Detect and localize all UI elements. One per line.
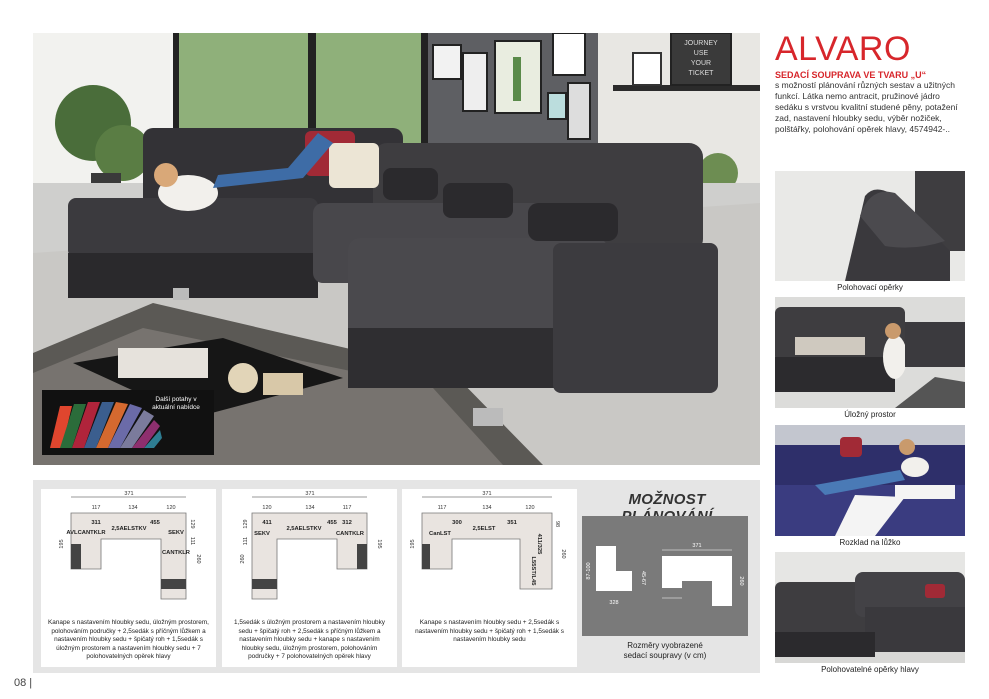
- config2-description: 1,5sedák s úložným prostorem a nastavením hloubky sedu + špičatý roh + 2,5sedák s příčným lůžkem a nastavením hloubky sedu + kanape s nastavením hloubky sedu, úložným prostorem, polohováním područky + 7 polohovatelných opěrek hlavy: [234, 619, 385, 661]
- thumbnail-bed: [775, 425, 965, 536]
- planning-dim-seat: 45-67: [640, 570, 646, 586]
- config3-right-small-1: 98: [554, 520, 560, 528]
- config3-label-2: 2,5ELST: [472, 526, 496, 532]
- poster-line-4: TICKET: [688, 70, 714, 77]
- planning-caption-line-2: sedací soupravy (v cm): [623, 651, 707, 660]
- config1-seg-2: 134: [128, 505, 138, 511]
- config2-seg-1: 120: [262, 505, 272, 511]
- config1-seg-3: 120: [166, 505, 176, 511]
- thumbnail-caption-1: Polohovací opěrky: [837, 283, 903, 292]
- config1-label-2: 2,5AELSTKV: [111, 526, 147, 532]
- config3-top-width: 371: [482, 491, 492, 497]
- planning-diagram: [582, 516, 748, 636]
- config2-side-right: 195: [376, 539, 382, 549]
- config-card-1: [41, 489, 216, 667]
- config2-label-6: CANTKLR: [335, 531, 365, 537]
- product-subtitle: SEDACÍ SOUPRAVA VE TVARU „U“: [775, 70, 927, 80]
- thumbnail-headrests-adjustable: [775, 552, 965, 663]
- config3-label-3: 351: [507, 520, 517, 526]
- planning-dim-depth: 260: [738, 576, 744, 586]
- thumbnail-caption-4: Polohovatelné opěrky hlavy: [821, 665, 919, 674]
- config2-seg-3: 117: [342, 505, 352, 511]
- planning-title: MOŽNOST: [628, 491, 706, 508]
- thumbnail-caption-3: Rozklad na lůžko: [839, 538, 901, 547]
- planning-caption-line-1: Rozměry vyobrazené: [627, 641, 703, 650]
- config3-seg-3: 120: [525, 505, 535, 511]
- config3-seg-1: 117: [437, 505, 447, 511]
- config2-right-small-2: 111: [243, 536, 249, 546]
- poster-line-3: YOUR: [690, 60, 712, 67]
- page-number-value: 08: [14, 677, 27, 689]
- page-number: 08 |: [14, 677, 33, 689]
- config3-label-4: CanLST: [429, 531, 451, 537]
- config-diagram-2: [222, 489, 397, 614]
- config-card-2: [222, 489, 397, 667]
- fabric-swatch-inset: [42, 390, 214, 455]
- config1-label-6: CANTKLR: [161, 550, 191, 556]
- thumbnail-headrests: [775, 171, 965, 281]
- config1-label-3: 455: [150, 520, 160, 526]
- poster-line-2: USE: [693, 50, 709, 57]
- config2-label-1: 411: [262, 520, 272, 526]
- thumbnail-caption-2: Úložný prostor: [844, 410, 896, 419]
- config2-side-left: 260: [240, 554, 246, 564]
- config-card-3: [402, 489, 577, 667]
- config3-side-right: 260: [560, 549, 566, 559]
- config1-description: Kanape s nastavením hloubky sedu, úložným prostorem, polohováním područky + 2,5sedák s příčným lůžkem a nastavením hloubky sedu + špičatý roh + 1,5sedák s úložným prostorem a nastavením hloubky sedu + 7 polohovatelných opěrek hlavy: [48, 619, 209, 661]
- product-description: s možností plánování různých sestav a užitných funkcí. Látka nemo antracit, pružinové jádro sedáku s vrstvou kvalitní studené pěny, potažení zad, nastavení hloubky sedu, výběr nožiček, polštářky, polohování opěrek hlavy, 4574942-..: [775, 80, 958, 134]
- planning-dim-height: 87-100: [586, 562, 592, 580]
- config2-label-5: SEKV: [254, 531, 270, 537]
- config3-seg-2: 134: [482, 505, 492, 511]
- config1-right-small-2: 111: [189, 536, 195, 546]
- planning-caption: [582, 641, 748, 661]
- planning-dim-width: 371: [692, 543, 702, 549]
- config1-top-width: 371: [124, 491, 134, 497]
- config2-seg-2: 134: [305, 505, 315, 511]
- config3-label-5: 411/325: [536, 533, 542, 555]
- product-name: ALVARO: [775, 30, 911, 68]
- config-diagram-1: [41, 489, 216, 614]
- config2-label-2: 2,5AELSTKV: [286, 526, 322, 532]
- swatch-label: Další potahy v aktuální nabídce: [152, 396, 200, 411]
- config1-right-small-1: 129: [189, 519, 195, 529]
- config2-top-width: 371: [305, 491, 315, 497]
- config2-label-4: 312: [342, 520, 352, 526]
- thumbnail-storage: [775, 297, 965, 408]
- config-diagram-3: [402, 489, 577, 614]
- config3-side-left: 195: [410, 539, 416, 549]
- config1-label-1: 311: [91, 520, 101, 526]
- config1-seg-1: 117: [91, 505, 101, 511]
- config1-side-right: 260: [195, 554, 201, 564]
- config1-side-left: 195: [59, 539, 65, 549]
- config3-description: Kanape s nastavením hloubky sedu + 2,5sedák s nastavením hloubky sedu + špičatý roh + 1,5sedák s nastavením hloubky sedu: [415, 619, 564, 644]
- planning-dim-left: 328: [609, 600, 619, 606]
- poster-line-1: JOURNEY: [684, 40, 718, 47]
- config2-right-small-1: 129: [243, 519, 249, 529]
- config3-label-6: L55ST/L45: [530, 556, 536, 586]
- config1-label-4: AVLCANTKLR: [66, 530, 106, 536]
- config2-label-3: 455: [327, 520, 337, 526]
- config1-label-5: SEKV: [168, 530, 184, 536]
- config3-label-1: 300: [452, 520, 462, 526]
